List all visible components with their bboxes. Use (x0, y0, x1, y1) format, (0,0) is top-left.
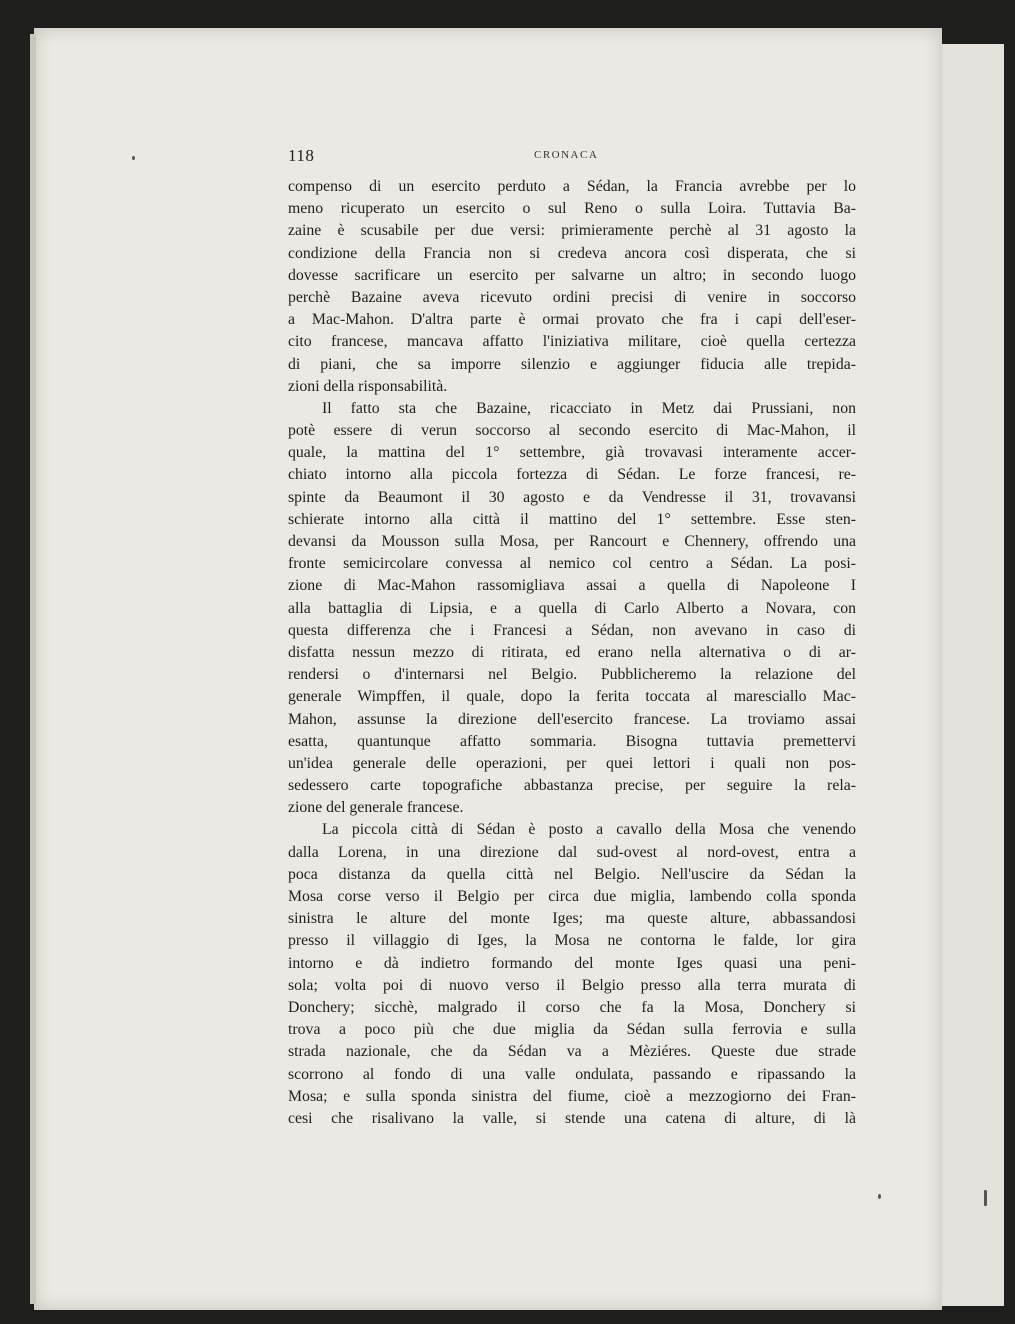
text-line: quale, la mattina del 1° settembre, già trovavasi interamente accer- (288, 444, 856, 462)
text-line: dovesse sacrificare un esercito per salvarne un altro; in secondo luogo (288, 266, 856, 284)
text-line: zione di Mac-Mahon rassomigliava assai a quella di Napoleone I (288, 577, 856, 595)
text-line: presso il villaggio di Iges, la Mosa ne contorna le falde, lor gira (288, 932, 856, 950)
page-number: 118 (288, 146, 315, 165)
text-line: cesi che risalivano la valle, si stende una catena di alture, di là (288, 1109, 856, 1127)
text-line: devansi da Mousson sulla Mosa, per Rancourt e Chennery, offrendo una (288, 533, 856, 550)
text-line: compenso di un esercito perduto a Sédan, la Francia avrebbe per lo (288, 178, 856, 195)
text-line: condizione della Francia non si credeva ancora così disperata, che si (288, 244, 856, 262)
text-line: intorno e dà indietro formando del monte Iges quasi una peni- (288, 954, 856, 972)
text-line: strada nazionale, che da Sédan va a Mèziéres. Queste due strade (288, 1043, 856, 1061)
text-line: scorrono al fondo di una valle ondulata, passando e ripassando la (288, 1065, 856, 1083)
text-line: meno ricuperato un esercito o sul Reno o sulla Loira. Tuttavia Ba- (288, 200, 856, 218)
paragraph-first-line: La piccola città di Sédan è posto a cavallo della Mosa che venendo (322, 821, 856, 839)
text-line: zaine è scusabile per due versi: primieramente perchè al 31 agosto la (288, 222, 856, 240)
paragraph-first-line: Il fatto sta che Bazaine, ricacciato in Metz dai Prussiani, non (322, 399, 856, 417)
text-line: cito francese, mancava affatto l'iniziativa militare, cioè quella certezza (288, 333, 856, 351)
text-line: generale Wimpffen, il quale, dopo la ferita toccata al maresciallo Mac- (288, 688, 856, 706)
text-line: un'idea generale delle operazioni, per quei lettori i quali non pos- (288, 754, 856, 772)
page-header (288, 146, 856, 166)
text-line: questa differenza che i Francesi a Sédan, non avevano in caso di (288, 621, 856, 639)
text-line: di piani, che sa imporre silenzio e aggiunger fiducia alle trepida- (288, 355, 856, 373)
text-line: Mosa; e sulla sponda sinistra del fiume, cioè a mezzogiorno dei Fran- (288, 1087, 856, 1105)
scan-speck (878, 1194, 881, 1199)
page-binding-edge (30, 34, 36, 1304)
text-line: sedessero carte topografiche abbastanza precise, per seguire la rela- (288, 777, 856, 795)
text-line: dalla Lorena, in una direzione dal sud-ovest al nord-ovest, entra a (288, 843, 856, 861)
text-line: chiato intorno alla piccola fortezza di Sédan. Le forze francesi, re- (288, 466, 856, 484)
text-line: alla battaglia di Lipsia, e a quella di Carlo Alberto a Novara, con (288, 599, 856, 617)
text-line: esatta, quantunque affatto sommaria. Bisogna tuttavia premettervi (288, 732, 856, 750)
text-line: a Mac-Mahon. D'altra parte è ormai provato che fra i capi dell'eser- (288, 311, 856, 329)
scan-speck (132, 156, 135, 160)
text-line: Mahon, assunse la direzione dell'esercito francese. La troviamo assai (288, 710, 856, 728)
text-line: disfatta nessun mezzo di ritirata, ed erano nella alternativa o di ar- (288, 643, 856, 661)
text-line: zione del generale francese. (288, 799, 464, 817)
running-head: CRONACA (534, 149, 599, 161)
text-line: Mosa corse verso il Belgio per circa due miglia, lambendo colla sponda (288, 888, 856, 905)
text-line: spinte da Beaumont il 30 agosto e da Vendresse il 31, trovavansi (288, 488, 856, 506)
scan-speck (984, 1190, 987, 1206)
text-line: fronte semicircolare convessa al nemico col centro a Sédan. La posi- (288, 555, 856, 573)
text-line: trova a poco più che due miglia da Sédan sulla ferrovia e sulla (288, 1021, 856, 1039)
text-line: poca distanza da quella città nel Belgio. Nell'uscire da Sédan la (288, 865, 856, 883)
text-line: Donchery; sicchè, malgrado il corso che fa la Mosa, Donchery si (288, 998, 856, 1016)
text-line: zioni della risponsabilità. (288, 377, 448, 395)
body-text (288, 176, 856, 1130)
text-line: sola; volta poi di nuovo verso il Belgio presso alla terra murata di (288, 976, 856, 994)
text-line: perchè Bazaine aveva ricevuto ordini precisi di venire in soccorso (288, 288, 856, 306)
text-line: schierate intorno alla città il mattino del 1° settembre. Esse sten- (288, 510, 856, 528)
text-line: sinistra le alture del monte Iges; ma queste alture, abbassandosi (288, 910, 856, 928)
text-line: rendersi o d'internarsi nel Belgio. Pubblicheremo la relazione del (288, 666, 856, 684)
text-line: potè essere di verun soccorso al secondo esercito di Mac-Mahon, il (288, 422, 856, 440)
